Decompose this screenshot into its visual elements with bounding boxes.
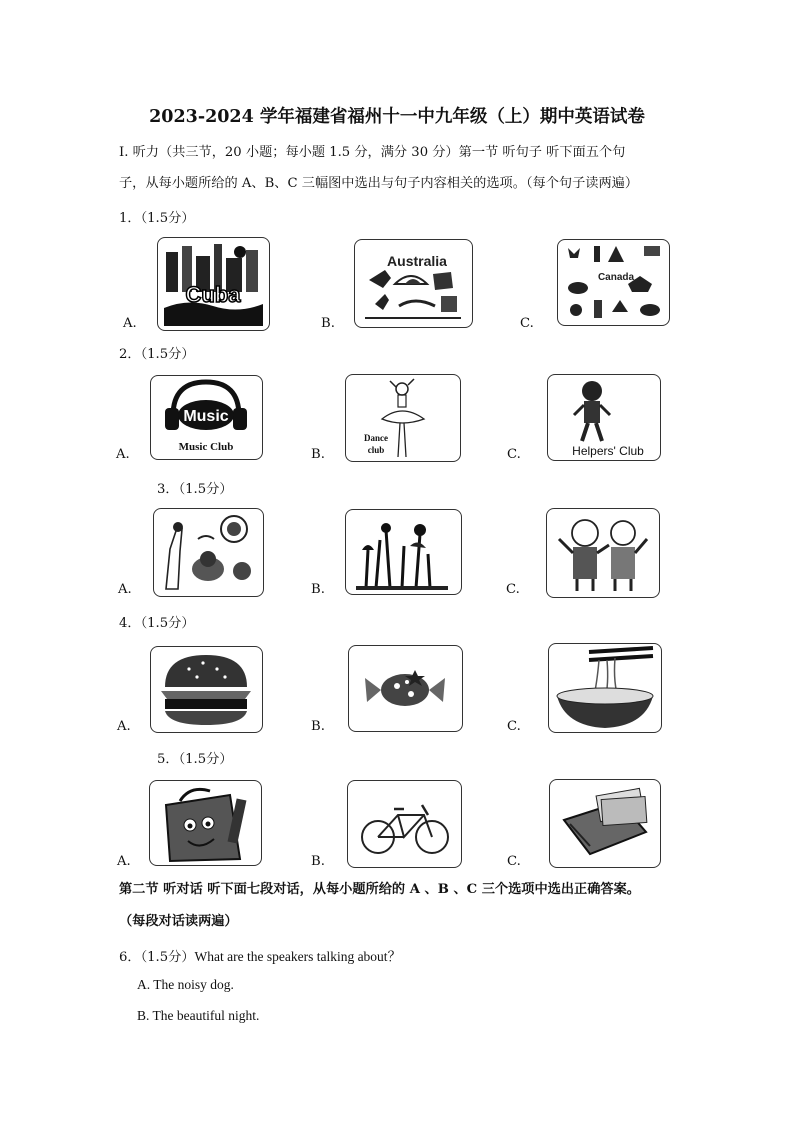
dance-club-image[interactable]: [345, 374, 461, 462]
q3-option-b: B.: [311, 582, 325, 597]
australia-image[interactable]: [354, 239, 473, 328]
canada-label: Canada: [597, 272, 635, 283]
plants-image[interactable]: [345, 509, 462, 595]
helpers-club-image[interactable]: [547, 374, 661, 461]
q4-option-a: A.: [117, 719, 131, 734]
q5-option-c: C.: [507, 854, 521, 869]
q4-option-c: C.: [507, 719, 521, 734]
dance-label: Dance: [364, 433, 388, 443]
cuba-label: Cuba: [185, 282, 241, 307]
q5-option-b: B.: [311, 854, 325, 869]
q4-option-b: B.: [311, 719, 325, 734]
section1-line1: I. 听力（共三节，20 小题；每小题 1.5 分，满分 30 分）第一节 听句子 听下面五个句: [119, 145, 626, 160]
q6-option-b[interactable]: B. The beautiful night.: [137, 1008, 260, 1023]
q3-option-c: C.: [506, 582, 520, 597]
backpack-image[interactable]: [149, 780, 262, 866]
q2-option-b: B.: [311, 447, 325, 462]
noodles-image[interactable]: [548, 643, 662, 733]
q3-option-a: A.: [118, 582, 132, 597]
section1-line2: 子，从每小题所给的 A、B、C 三幅图中选出与句子内容相关的选项。（每个句子读两遍）: [119, 176, 639, 191]
question-4-number: 4．（1.5分）: [119, 616, 195, 631]
animals-image[interactable]: [153, 508, 264, 597]
q5-option-a: A.: [117, 854, 131, 869]
helpers-club-label: Helpers' Club: [572, 444, 644, 458]
canada-image[interactable]: [557, 239, 670, 326]
q1-option-a: A.: [123, 316, 137, 331]
cuba-image[interactable]: [157, 237, 270, 331]
elderly-couple-image[interactable]: [546, 508, 660, 598]
question-1-number: 1．（1.5分）: [119, 211, 195, 226]
music-club-image[interactable]: [150, 375, 263, 460]
candy-image[interactable]: [348, 645, 463, 732]
bicycle-image[interactable]: [347, 780, 462, 868]
question-6: [119, 945, 401, 965]
hamburger-image[interactable]: [150, 646, 263, 733]
q1-option-b: B.: [321, 316, 335, 331]
q1-option-c: C.: [520, 316, 534, 331]
music-club-label: Music Club: [178, 441, 234, 453]
club-label: club: [367, 445, 385, 455]
question-6-number: 6．（1.5分）: [119, 950, 195, 965]
question-6-text: What are the speakers talking about？: [194, 949, 402, 964]
section2-line1: 第二节 听对话 听下面七段对话，从每小题所给的 A 、B 、C 三个选项中选出正确答案。: [119, 882, 640, 897]
question-3-number: 3．（1.5分）: [157, 482, 233, 497]
q6-option-a[interactable]: A. The noisy dog.: [137, 977, 234, 992]
question-5-number: 5．（1.5分）: [157, 752, 233, 767]
question-2-number: 2．（1.5分）: [119, 347, 195, 362]
music-logo-text: Music: [183, 408, 229, 425]
q2-option-c: C.: [507, 447, 521, 462]
page-title: 2023-2024 学年福建省福州十一中九年级（上）期中英语试卷: [149, 107, 645, 127]
australia-label: Australia: [387, 253, 447, 269]
wallet-image[interactable]: [549, 779, 661, 868]
q2-option-a: A.: [116, 447, 130, 462]
section2-line2: （每段对话读两遍）: [119, 914, 238, 929]
